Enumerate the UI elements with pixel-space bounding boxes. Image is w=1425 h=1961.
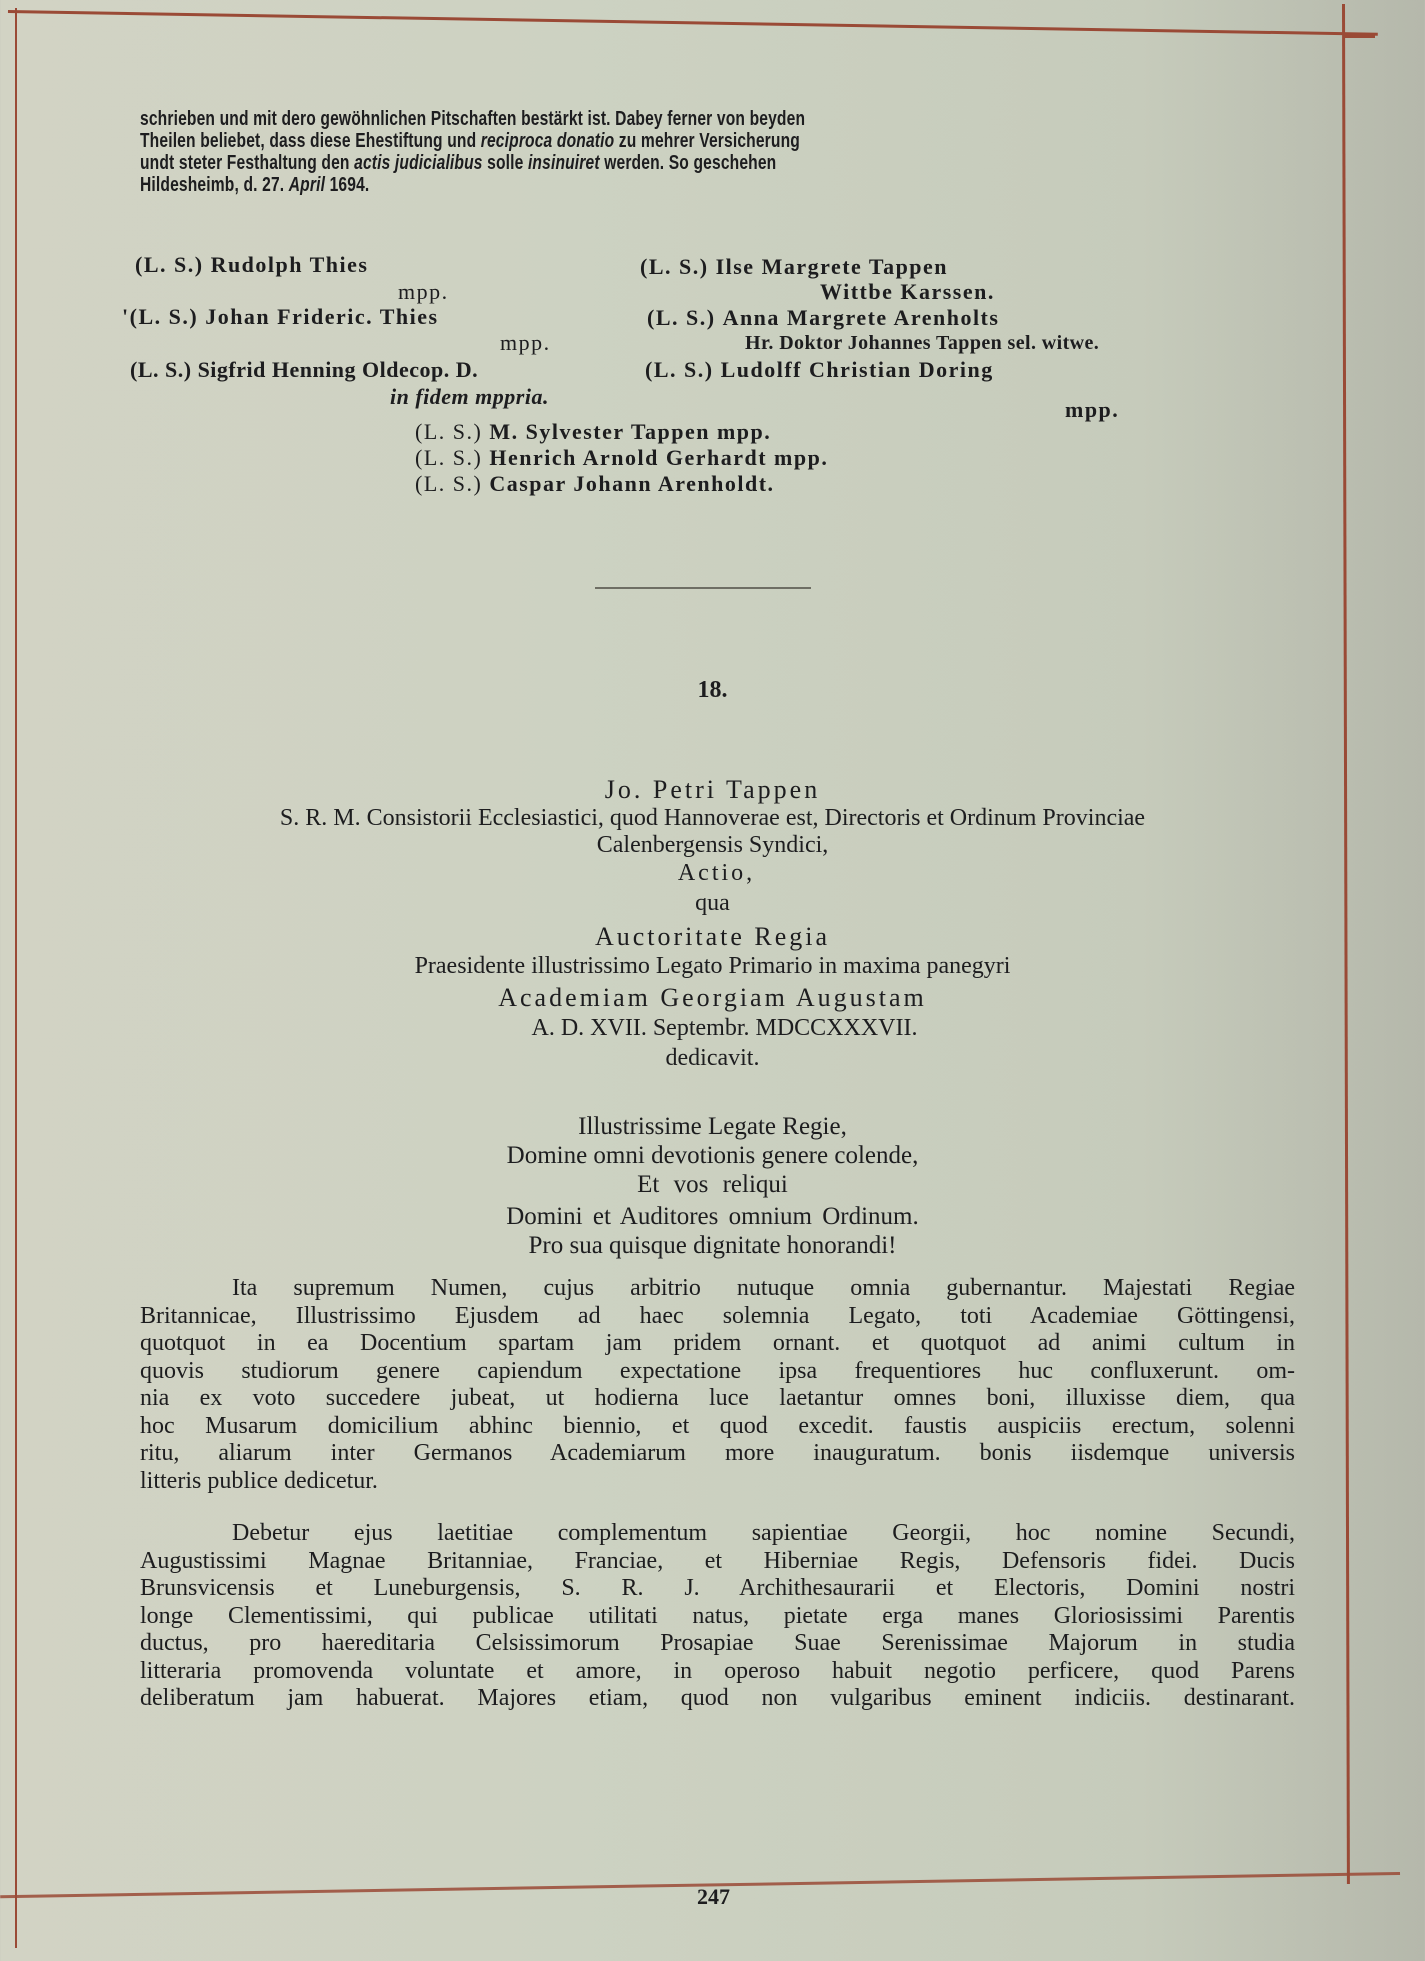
signature-right-3-suffix: mpp. <box>1065 397 1120 422</box>
signature-right-1: (L. S.) Ilse Margrete Tappen <box>640 254 949 279</box>
salutation-line: Pro sua quisque dignitate honorandi! <box>528 1232 897 1259</box>
signature-bottom-1: (L. S.) M. Sylvester Tappen mpp. <box>415 419 772 444</box>
signature-left-1: (L. S.) Rudolph Thies <box>135 252 369 277</box>
text-line: undt steter Festhaltung den actis judicialibus solle insinuiret werden. So geschehen <box>140 152 777 174</box>
salutation-line: Illustrissime Legate Regie, <box>578 1113 847 1140</box>
text-line: Brunsvicensis et Luneburgensis, S. R. J. Archithesaurarii et Electoris, Domini nostri <box>140 1575 1295 1601</box>
title-date: A. D. XVII. Septembr. MDCCXXXVII. <box>531 1015 918 1041</box>
signature-right-2: (L. S.) Anna Margrete Arenholts <box>647 305 1000 330</box>
text-line: nia ex voto succedere jubeat, ut hodierna luce laetantur omnes boni, illuxisse diem, qua <box>140 1385 1295 1411</box>
section-divider <box>595 587 811 589</box>
title-author: Jo. Petri Tappen <box>604 775 821 804</box>
text-line: ductus, pro haereditaria Celsissimorum Prosapiae Suae Serenissimae Majorum in studia <box>140 1630 1295 1656</box>
text-line: deliberatum jam habuerat. Majores etiam, quod non vulgaribus eminent indiciis. destinarant. <box>140 1685 1295 1711</box>
section-number: 18. <box>697 677 728 703</box>
top-paragraph <box>140 108 1248 196</box>
text-line: Britannicae, Illustrissimo Ejusdem ad haec solemnia Legato, toti Academiae Göttingensi, <box>140 1302 1295 1329</box>
text-line: litteraria promovenda voluntate et amore, in operoso habuit negotio perficere, quod Parens <box>140 1657 1295 1684</box>
body-paragraph-2 <box>140 1520 1295 1713</box>
title-line: qua <box>695 890 730 916</box>
signature-left-1-suffix: mpp. <box>398 279 449 304</box>
text-line: Augustissimi Magnae Britanniae, Franciae, et Hiberniae Regis, Defensoris fidei. Ducis <box>140 1547 1295 1574</box>
signature-left-3: (L. S.) Sigfrid Henning Oldecop. D. <box>130 357 479 382</box>
signature-left-2: '(L. S.) Johan Frideric. Thies <box>122 304 439 329</box>
signature-right-1-suffix: Wittbe Karssen. <box>820 279 995 304</box>
text-line: Debetur ejus laetitiae complementum sapientiae Georgii, hoc nomine Secundi, <box>232 1520 1295 1546</box>
body-paragraph-1 <box>140 1275 1295 1495</box>
title-line: Calenbergensis Syndici, <box>596 832 829 858</box>
signature-bottom-2: (L. S.) Henrich Arnold Gerhardt mpp. <box>415 445 829 470</box>
title-line: Auctoritate Regia <box>594 922 831 951</box>
text-line: Hildesheimb, d. 27. April 1694. <box>140 174 370 196</box>
title-actio: Actio, <box>677 860 756 886</box>
signature-left-2-suffix: mpp. <box>500 330 551 355</box>
title-line: Praesidente illustrissimo Legato Primario in maxima panegyri <box>414 953 1011 979</box>
text-line: Ita supremum Numen, cujus arbitrio nutuque omnia gubernantur. Majestati Regiae <box>232 1275 1295 1301</box>
page-number: 247 <box>697 1884 730 1909</box>
salutation-line: Domini et Auditores omnium Ordinum. <box>506 1203 919 1230</box>
text-line: Theilen beliebet, dass diese Ehestiftung und reciproca donatio zu mehrer Versicherung <box>140 130 800 152</box>
text-line: quovis studiorum genere capiendum expectatione ipsa frequentiores huc confluxerunt. om- <box>140 1357 1295 1384</box>
signature-right-3: (L. S.) Ludolff Christian Doring <box>645 357 994 382</box>
title-line: S. R. M. Consistorii Ecclesiastici, quod Hannoverae est, Directoris et Ordinum Provinciae <box>279 805 1146 831</box>
title-line: dedicavit. <box>665 1045 760 1071</box>
signature-right-2-suffix: Hr. Doktor Johannes Tappen sel. witwe. <box>745 332 1100 354</box>
text-line: quotquot in ea Docentium spartam jam pridem ornant. et quotquot ad animi cultum in <box>140 1330 1295 1356</box>
text-line: ritu, aliarum inter Germanos Academiarum more inauguratum. bonis iisdemque universis <box>140 1440 1295 1466</box>
signature-bottom-3: (L. S.) Caspar Johann Arenholdt. <box>415 471 775 496</box>
title-line: Academiam Georgiam Augustam <box>498 983 927 1012</box>
text-line: schrieben und mit dero gewöhnlichen Pitschaften bestärkt ist. Dabey ferner von beyden <box>140 108 806 130</box>
salutation-line: Et vos reliqui <box>637 1171 788 1198</box>
salutation-line: Domine omni devotionis genere colende, <box>506 1142 919 1169</box>
text-line: hoc Musarum domicilium abhinc biennio, et quod excedit. faustis auspiciis erectum, solenni <box>140 1412 1295 1439</box>
signature-left-3-suffix: in fidem mppria. <box>390 384 549 409</box>
text-line: litteris publice dedicetur. <box>140 1467 378 1494</box>
text-line: longe Clementissimi, qui publicae utilitati natus, pietate erga manes Gloriosissimi Parentis <box>140 1602 1295 1629</box>
